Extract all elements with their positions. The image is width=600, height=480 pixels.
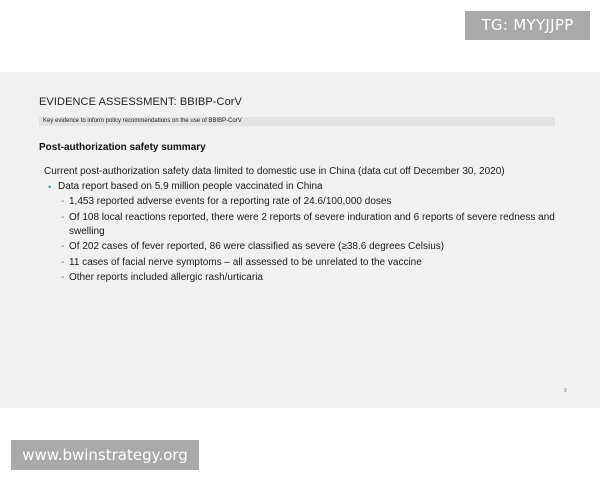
dash-icon: -	[61, 272, 65, 283]
page-number: 9	[564, 388, 567, 394]
dash-icon: -	[61, 256, 65, 268]
slide-subtitle: Key evidence to inform policy recommendations on the use of BBIBP-CorV	[43, 118, 242, 124]
section-heading: Post-authorization safety summary	[39, 142, 206, 153]
bullet-icon: •	[48, 182, 52, 192]
sub-point-text: 11 cases of facial nerve symptoms – all assessed to be unrelated to the vaccine	[69, 256, 422, 268]
bullet-text: Data report based on 5.9 million people vaccinated in China	[58, 181, 323, 192]
slide-content	[44, 165, 564, 287]
dash-icon: -	[61, 196, 65, 207]
slide	[0, 72, 600, 408]
sub-point	[44, 256, 564, 270]
sub-point	[44, 240, 564, 254]
sub-point-text: Of 202 cases of fever reported, 86 were classified as severe (≥38.6 degrees Celsius)	[69, 241, 445, 252]
sub-point-text: Of 108 local reactions reported, there were 2 reports of severe induration and 6 reports of severe redness and swelling	[69, 211, 555, 237]
slide-title: EVIDENCE ASSESSMENT: BBIBP-CorV	[39, 96, 242, 108]
intro-text: Current post-authorization safety data limited to domestic use in China (data cut off December 30, 2020)	[44, 166, 505, 177]
sub-point	[44, 211, 564, 239]
bullet-item	[44, 180, 564, 194]
sub-point	[44, 195, 564, 209]
dash-icon: -	[61, 241, 65, 252]
dash-icon: -	[61, 211, 65, 223]
watermark-top: TG: MYYJJPP	[465, 11, 590, 40]
sub-point-text: Other reports included allergic rash/urticaria	[69, 272, 263, 283]
subtitle-bar	[39, 117, 555, 126]
sub-point-text: 1,453 reported adverse events for a reporting rate of 24.6/100,000 doses	[69, 196, 392, 207]
watermark-bottom: www.bwinstrategy.org	[11, 440, 199, 470]
sub-point	[44, 271, 564, 285]
